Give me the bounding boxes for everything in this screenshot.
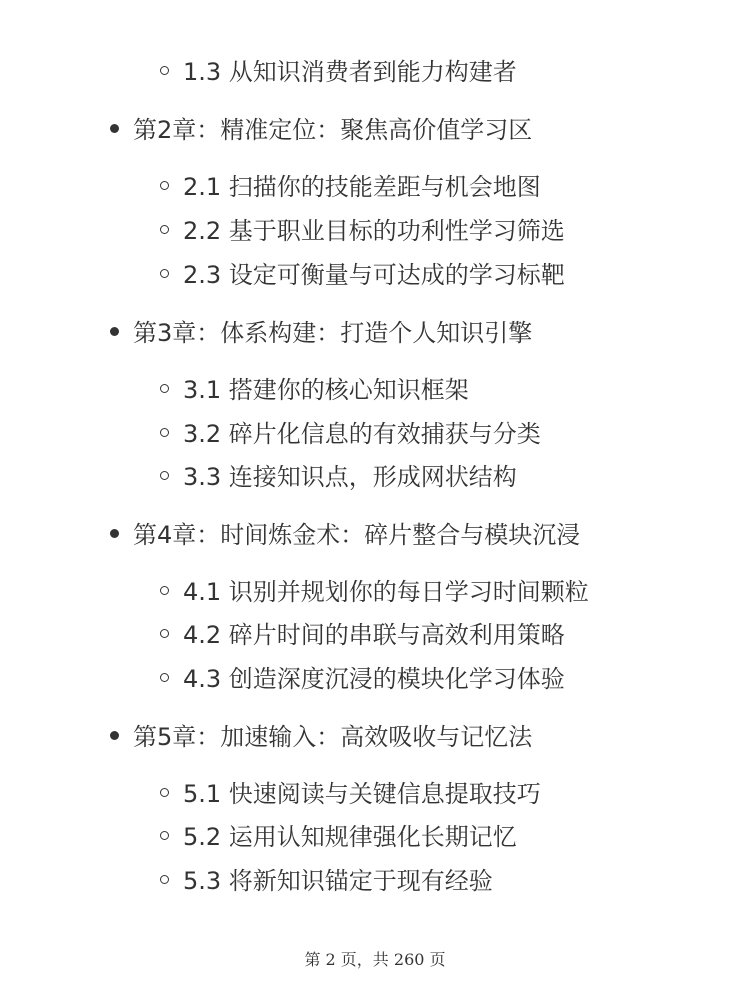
toc-item-label: 2.3 设定可衡量与可达成的学习标靶 — [183, 261, 565, 289]
toc-section-5-1 — [160, 773, 541, 813]
toc-section-4-3 — [160, 658, 565, 698]
toc-item-label: 3.1 搭建你的核心知识框架 — [183, 376, 469, 404]
toc-item-label: 5.3 将新知识锚定于现有经验 — [183, 867, 493, 895]
toc-item-label: 2.1 扫描你的技能差距与机会地图 — [183, 173, 541, 201]
toc-section-2-1 — [160, 166, 541, 206]
toc-item-label: 第5章：加速输入：高效吸收与记忆法 — [133, 723, 533, 751]
toc-section-3-1 — [160, 369, 469, 409]
disc-bullet-icon — [110, 731, 119, 740]
toc-section-2-2 — [160, 210, 565, 250]
circle-bullet-icon — [160, 629, 169, 638]
toc-section-3-3 — [160, 456, 517, 496]
circle-bullet-icon — [160, 586, 169, 595]
disc-bullet-icon — [110, 327, 119, 336]
circle-bullet-icon — [160, 181, 169, 190]
toc-section-4-1 — [160, 571, 589, 611]
toc-chapter-3 — [110, 312, 532, 352]
toc-section-5-3 — [160, 860, 493, 900]
toc-item-label: 5.1 快速阅读与关键信息提取技巧 — [183, 780, 541, 808]
circle-bullet-icon — [160, 428, 169, 437]
toc-item-label: 第4章：时间炼金术：碎片整合与模块沉浸 — [133, 521, 581, 549]
circle-bullet-icon — [160, 384, 169, 393]
toc-chapter-4 — [110, 514, 580, 554]
toc-item-label: 3.3 连接知识点，形成网状结构 — [183, 463, 517, 491]
circle-bullet-icon — [160, 471, 169, 480]
toc-item-label: 4.3 创造深度沉浸的模块化学习体验 — [183, 665, 565, 693]
toc-item-label: 第2章：精准定位：聚焦高价值学习区 — [133, 116, 533, 144]
disc-bullet-icon — [110, 124, 119, 133]
toc-section-4-2 — [160, 614, 565, 654]
circle-bullet-icon — [160, 269, 169, 278]
toc-chapter-5 — [110, 716, 532, 756]
toc-section-2-3 — [160, 254, 565, 294]
toc-item-label: 2.2 基于职业目标的功利性学习筛选 — [183, 217, 565, 245]
circle-bullet-icon — [160, 875, 169, 884]
toc-item-label: 第3章：体系构建：打造个人知识引擎 — [133, 319, 533, 347]
toc-item-label: 3.2 碎片化信息的有效捕获与分类 — [183, 420, 541, 448]
toc-item-label: 4.1 识别并规划你的每日学习时间颗粒 — [183, 578, 589, 606]
toc-chapter-2 — [110, 109, 532, 149]
toc-item-label: 4.2 碎片时间的串联与高效利用策略 — [183, 621, 565, 649]
toc-section-5-2 — [160, 816, 517, 856]
circle-bullet-icon — [160, 831, 169, 840]
toc-item-label: 5.2 运用认知规律强化长期记忆 — [183, 823, 517, 851]
page-number-footer: 第 2 页，共 260 页 — [304, 950, 446, 969]
circle-bullet-icon — [160, 788, 169, 797]
circle-bullet-icon — [160, 225, 169, 234]
toc-item-label: 1.3 从知识消费者到能力构建者 — [183, 58, 517, 86]
disc-bullet-icon — [110, 529, 119, 538]
toc-section-3-2 — [160, 413, 541, 453]
toc-section-1-3 — [160, 51, 517, 91]
circle-bullet-icon — [160, 66, 169, 75]
circle-bullet-icon — [160, 673, 169, 682]
